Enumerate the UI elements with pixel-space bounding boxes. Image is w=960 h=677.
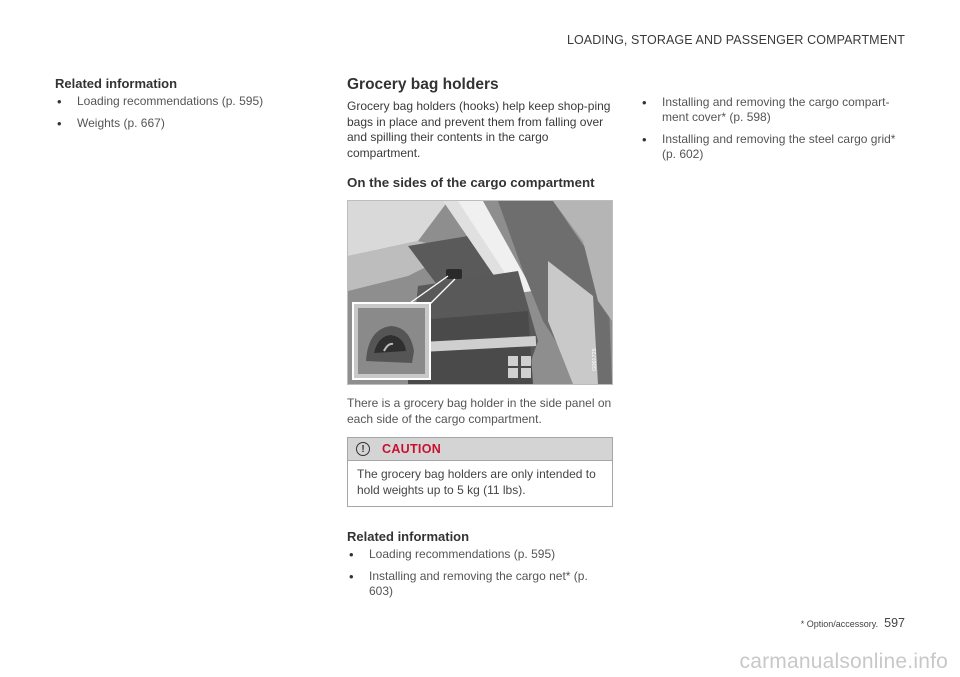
footnote: * Option/accessory. xyxy=(800,619,879,629)
section-header: LOADING, STORAGE AND PASSENGER COMPARTMENT xyxy=(566,33,905,47)
related-info-heading: Related information xyxy=(347,529,470,544)
related-link[interactable]: • Weights (p. 667) xyxy=(55,116,295,131)
page-footer xyxy=(801,616,905,630)
left-column xyxy=(55,76,295,138)
related-links-list xyxy=(347,547,613,599)
related-links-list xyxy=(55,94,295,131)
related-link[interactable]: • Installing and removing the steel cargo grid* (p. 602) xyxy=(640,132,902,162)
section-title: Grocery bag holders xyxy=(347,76,499,93)
related-link[interactable]: • Loading recommendations (p. 595) xyxy=(347,547,613,562)
related-link[interactable]: • Installing and removing the cargo compart-ment cover* (p. 598) xyxy=(640,95,902,125)
cargo-compartment-illustration xyxy=(347,200,613,385)
intro-paragraph: Grocery bag holders (hooks) help keep shop-ping bags in place and prevent them from falling over and spilling their contents in the cargo compartment. xyxy=(347,99,611,160)
figure-code: G061725 xyxy=(592,348,598,371)
caution-box xyxy=(347,437,613,507)
warning-icon: ! xyxy=(356,442,370,456)
related-link[interactable]: • Installing and removing the cargo net* (p. 603) xyxy=(347,569,613,599)
related-links-list xyxy=(640,95,902,162)
middle-column xyxy=(347,76,613,606)
related-info-heading: Related information xyxy=(55,76,178,91)
caution-title: CAUTION xyxy=(382,442,442,456)
right-column xyxy=(640,95,902,169)
caution-text: The grocery bag holders are only intended to hold weights up to 5 kg (11 lbs). xyxy=(357,467,596,497)
watermark: carmanualsonline.info xyxy=(739,650,948,673)
caution-header xyxy=(348,438,612,461)
page-number: 597 xyxy=(884,616,905,630)
subheading: On the sides of the cargo compartment xyxy=(347,175,595,190)
related-link[interactable]: • Loading recommendations (p. 595) xyxy=(55,94,295,109)
figure-caption: There is a grocery bag holder in the side panel on each side of the cargo compartment. xyxy=(347,396,612,426)
